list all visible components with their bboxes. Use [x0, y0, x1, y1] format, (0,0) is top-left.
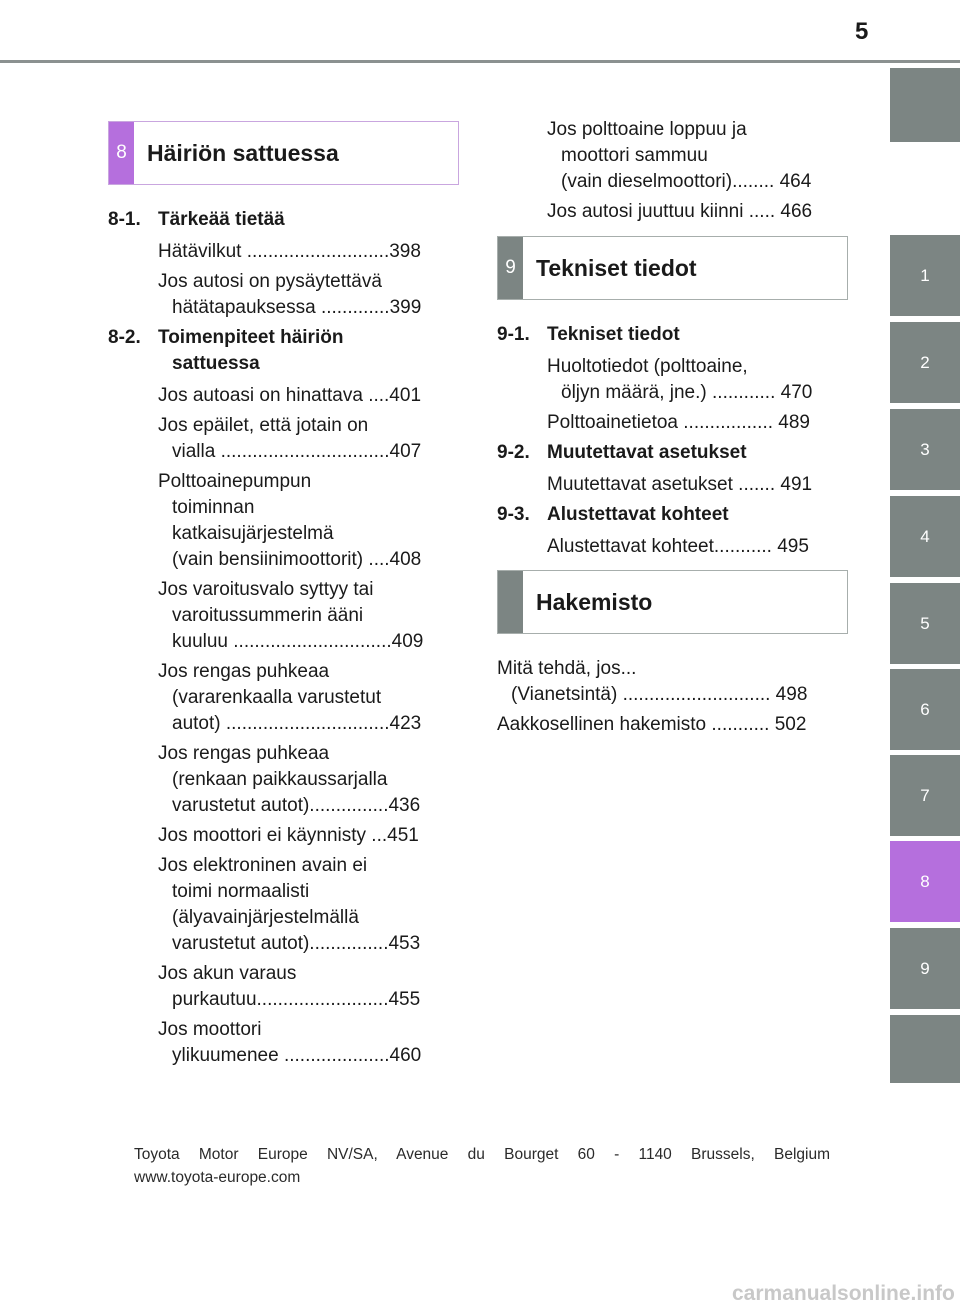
- toc-section-number: 9-2.: [497, 442, 530, 463]
- toc-entry-line: Jos epäilet, että jotain on: [158, 415, 369, 436]
- footer-address: Toyota Motor Europe NV/SA, Avenue du Bourget 60 - 1140 Brussels, Belgium: [134, 1146, 830, 1163]
- toc-section-title: [158, 207, 453, 233]
- section-header-title: Tekniset tiedot: [536, 254, 697, 281]
- toc-entry-line: varoitussummerin ääni: [172, 605, 364, 626]
- right-toc-column: [497, 322, 842, 564]
- toc-section-title: [158, 325, 453, 377]
- toc-section-heading[interactable]: [108, 325, 453, 377]
- toc-section-title-line: Tärkeää tietää: [158, 209, 285, 230]
- toc-entry-line: (vararenkaalla varustetut: [172, 687, 382, 708]
- toc-section-number: 9-3.: [497, 504, 530, 525]
- toc-entry-line: Jos elektroninen avain ei: [158, 855, 368, 876]
- toc-section-title: Muutettavat asetukset: [547, 442, 747, 463]
- toc-entry-line: Mitä tehdä, jos...: [497, 658, 637, 679]
- toc-entry-line: Jos varoitusvalo syttyy tai: [158, 579, 374, 600]
- toc-entry[interactable]: [158, 823, 453, 849]
- toc-entry-line: hätätapauksessa .............399: [172, 297, 422, 318]
- section-header-number: 8: [109, 122, 134, 184]
- toc-entry[interactable]: [158, 413, 453, 465]
- toc-entry-line: vialla ................................407: [172, 441, 422, 462]
- chapter-tab-1[interactable]: 1: [890, 235, 960, 316]
- toc-entry-line: Polttoainetietoa ................. 489: [547, 412, 810, 433]
- toc-entry-line: Alustettavat kohteet........... 495: [547, 536, 809, 557]
- toc-entry-line: Huoltotiedot (polttoaine,: [547, 356, 748, 377]
- chapter-tab-8[interactable]: 8: [890, 841, 960, 922]
- chapter-tab-6[interactable]: 6: [890, 669, 960, 750]
- toc-section-heading[interactable]: [497, 502, 842, 528]
- toc-entry[interactable]: [547, 199, 842, 225]
- left-toc-column: [108, 207, 453, 1073]
- toc-entry[interactable]: [158, 577, 453, 655]
- continued-entries: [497, 117, 842, 229]
- toc-entry-line: moottori sammuu: [561, 145, 708, 166]
- chapter-tab-blank[interactable]: [890, 1015, 960, 1083]
- toc-entry[interactable]: [158, 853, 453, 957]
- toc-section-heading[interactable]: [497, 440, 842, 466]
- toc-section-number: 8-1.: [108, 209, 141, 230]
- toc-entry[interactable]: [158, 741, 453, 819]
- toc-entry-line: Jos moottori ei käynnisty ...451: [158, 825, 419, 846]
- toc-entry[interactable]: [158, 269, 453, 321]
- toc-entry-line: (vain bensiinimoottorit) ....408: [172, 549, 422, 570]
- toc-entry-line: (Vianetsintä) ............................ 498: [511, 684, 808, 705]
- toc-entry[interactable]: [547, 354, 842, 406]
- chapter-tab-2[interactable]: 2: [890, 322, 960, 403]
- toc-entry-line: Jos autosi juuttuu kiinni ..... 466: [547, 201, 813, 222]
- toc-entry-line: varustetut autot)...............436: [172, 795, 421, 816]
- toc-entry-line: ylikuumenee ....................460: [172, 1045, 422, 1066]
- section-header-number: [498, 571, 523, 633]
- section-header-title: Hakemisto: [536, 588, 653, 615]
- section-header-index: [497, 570, 848, 634]
- toc-entry[interactable]: [158, 239, 453, 265]
- section-header-9: [497, 236, 848, 300]
- toc-entry-line: toiminnan: [172, 497, 255, 518]
- chapter-tab-9[interactable]: 9: [890, 928, 960, 1009]
- section-header-8: [108, 121, 459, 185]
- watermark: carmanualsonline.info: [732, 1282, 955, 1305]
- toc-entry[interactable]: [158, 659, 453, 737]
- toc-entry-line: purkautuu.........................455: [172, 989, 421, 1010]
- chapter-tab-3[interactable]: 3: [890, 409, 960, 490]
- toc-section-number: 8-2.: [108, 327, 141, 348]
- chapter-tab-7[interactable]: 7: [890, 755, 960, 836]
- toc-entry-line: Jos polttoaine loppuu ja: [547, 119, 747, 140]
- footer: [134, 1143, 830, 1189]
- toc-entry-line: Muutettavat asetukset ....... 491: [547, 474, 813, 495]
- toc-entry[interactable]: [547, 117, 842, 195]
- chapter-tab-blank[interactable]: [890, 68, 960, 142]
- toc-entry-line: (vain dieselmoottori)........ 464: [561, 171, 812, 192]
- toc-entry[interactable]: [547, 410, 842, 436]
- toc-entry-line: Jos moottori: [158, 1019, 262, 1040]
- toc-section-heading[interactable]: [497, 322, 842, 348]
- toc-entry[interactable]: [158, 383, 453, 409]
- chapter-tab-4[interactable]: 4: [890, 496, 960, 577]
- toc-entry[interactable]: [497, 656, 842, 708]
- toc-section-title-line: Toimenpiteet häiriön: [158, 327, 344, 348]
- toc-entry[interactable]: [158, 1017, 453, 1069]
- toc-entry-line: Jos rengas puhkeaa: [158, 743, 330, 764]
- toc-entry[interactable]: [158, 469, 453, 573]
- toc-entry-line: katkaisujärjestelmä: [172, 523, 334, 544]
- toc-entry[interactable]: [497, 712, 842, 738]
- toc-section-number: 9-1.: [497, 324, 530, 345]
- footer-url[interactable]: www.toyota-europe.com: [134, 1169, 301, 1186]
- toc-entry-line: varustetut autot)...............453: [172, 933, 421, 954]
- toc-entry-line: Aakkosellinen hakemisto ........... 502: [497, 714, 807, 735]
- toc-entry-line: kuuluu ..............................409: [172, 631, 424, 652]
- toc-entry[interactable]: [158, 961, 453, 1013]
- toc-section-title-line: sattuessa: [172, 353, 260, 374]
- section-header-number: 9: [498, 237, 523, 299]
- chapter-tab-5[interactable]: 5: [890, 583, 960, 664]
- toc-entry-line: Jos autosi on pysäytettävä: [158, 271, 382, 292]
- toc-entry[interactable]: [547, 472, 842, 498]
- toc-entry-line: Polttoainepumpun: [158, 471, 312, 492]
- section-header-title: Häiriön sattuessa: [147, 139, 339, 166]
- toc-entry[interactable]: [547, 534, 842, 560]
- top-rule: [0, 60, 960, 63]
- toc-entry-line: (älyavainjärjestelmällä: [172, 907, 359, 928]
- toc-entry-line: Jos akun varaus: [158, 963, 297, 984]
- toc-section-heading[interactable]: [108, 207, 453, 233]
- toc-entry-line: Hätävilkut ...........................398: [158, 241, 421, 262]
- toc-section-title: Tekniset tiedot: [547, 324, 680, 345]
- toc-entry-line: öljyn määrä, jne.) ............ 470: [561, 382, 813, 403]
- index-entries: [497, 656, 842, 742]
- toc-entry-line: toimi normaalisti: [172, 881, 310, 902]
- toc-entry-line: (renkaan paikkaussarjalla: [172, 769, 388, 790]
- page-number: 5: [855, 18, 869, 45]
- toc-entry-line: Jos autoasi on hinattava ....401: [158, 385, 422, 406]
- toc-entry-line: autot) ...............................423: [172, 713, 422, 734]
- toc-section-title: Alustettavat kohteet: [547, 504, 729, 525]
- toc-entry-line: Jos rengas puhkeaa: [158, 661, 330, 682]
